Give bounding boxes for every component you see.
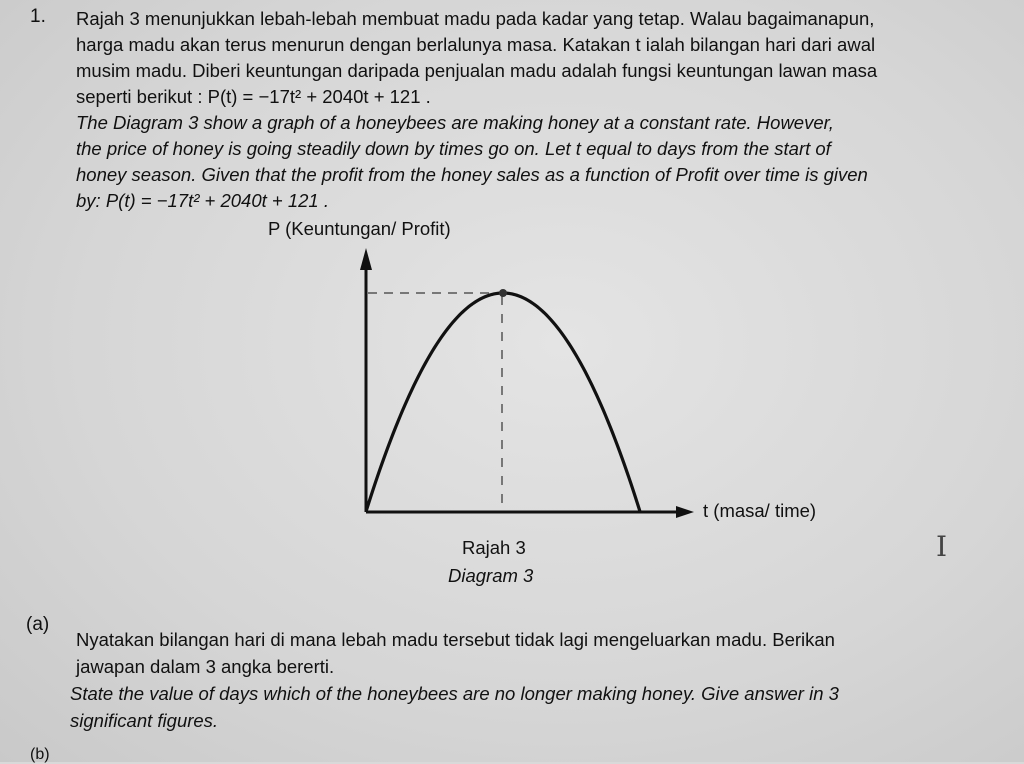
diagram-caption-english: Diagram 3: [448, 565, 534, 586]
english-line-2: the price of honey is going steadily down by times go on. Let t equal to days from the start of: [76, 138, 831, 159]
part-a-malay-line-1: Nyatakan bilangan hari di mana lebah madu tersebut tidak lagi mengeluarkan madu. Berikan: [76, 629, 835, 650]
x-axis-arrowhead: [676, 506, 694, 518]
part-a-label: (a): [26, 614, 50, 635]
x-axis-label: t (masa/ time): [703, 500, 817, 521]
part-a-malay-line-2: jawapan dalam 3 angka bererti.: [76, 656, 335, 677]
part-a-text-malay: [76, 626, 835, 680]
y-axis-label: P (Keuntungan/ Profit): [268, 218, 451, 239]
text-cursor-icon: I: [936, 530, 948, 563]
vertex-point: [499, 289, 507, 297]
diagram-caption-malay: Rajah 3: [462, 537, 526, 558]
malay-line-2: harga madu akan terus menurun dengan berlalunya masa. Katakan t ialah bilangan hari dari awal: [76, 34, 876, 55]
part-a-english-line-1: State the value of days which of the honeybees are no longer making honey. Give answer in 3: [70, 683, 839, 704]
profit-curve: [366, 293, 640, 512]
part-a-text-english: [70, 680, 839, 734]
y-axis-arrowhead: [360, 248, 372, 270]
malay-line-4: seperti berikut : P(t) = −17t² + 2040t + 121 .: [76, 86, 431, 107]
part-b-label-fragment: (b): [30, 746, 50, 763]
english-line-3: honey season. Given that the profit from the honey sales as a function of Profit over time is given: [76, 164, 868, 185]
malay-line-3: musim madu. Diberi keuntungan daripada penjualan madu adalah fungsi keuntungan lawan masa: [76, 60, 878, 81]
english-line-1: The Diagram 3 show a graph of a honeybees are making honey at a constant rate. However,: [76, 112, 834, 133]
english-line-4: by: P(t) = −17t² + 2040t + 121 .: [76, 190, 329, 211]
question-number: 1.: [30, 6, 46, 27]
malay-line-1: Rajah 3 menunjukkan lebah-lebah membuat madu pada kadar yang tetap. Walau bagaimanapun,: [76, 8, 875, 29]
part-a-english-line-2: significant figures.: [70, 710, 219, 731]
